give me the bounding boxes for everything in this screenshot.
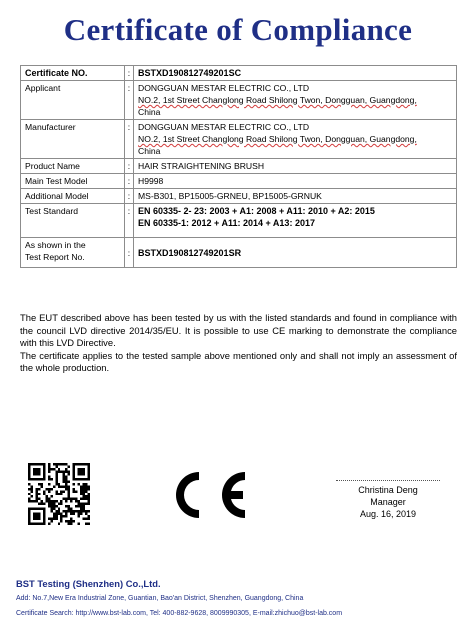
certificate-no-label: Certificate NO. bbox=[21, 66, 125, 81]
table-row bbox=[21, 189, 457, 204]
statement-paragraph: The certificate applies to the tested sample above mentioned only and shall not imply an assessment of the whole production. bbox=[20, 349, 457, 374]
signatory-name: Christina Deng bbox=[358, 485, 418, 495]
qr-code-icon bbox=[28, 463, 90, 525]
report-no-label-line: Test Report No. bbox=[25, 252, 85, 262]
manufacturer-label: Manufacturer bbox=[21, 120, 125, 159]
colon: : bbox=[125, 81, 134, 120]
table-row bbox=[21, 120, 457, 159]
main-test-model-value: H9998 bbox=[134, 174, 457, 189]
manufacturer-line: DONGGUAN MESTAR ELECTRIC CO., LTD bbox=[138, 122, 310, 132]
footer-search-line: Certificate Search: http://www.bst-lab.com, Tel: 400-882-9628, 8009990305, E-mail:zhichuo@bst-lab.com bbox=[16, 610, 343, 617]
footer-company: BST Testing (Shenzhen) Co.,Ltd. bbox=[16, 578, 161, 589]
main-test-model-label: Main Test Model bbox=[21, 174, 125, 189]
colon: : bbox=[125, 120, 134, 159]
signature-line bbox=[336, 480, 440, 481]
signature-block bbox=[336, 480, 440, 520]
colon: : bbox=[125, 66, 134, 81]
test-standard-line: EN 60335-1: 2012 + A11: 2014 + A13: 2017 bbox=[138, 218, 315, 228]
table-row bbox=[21, 238, 457, 268]
certificate-info-table bbox=[20, 65, 457, 268]
manufacturer-line: NO.2, 1st Street Changlong Road Shilong Twon, Dongguan, Guangdong, bbox=[138, 134, 417, 144]
signature-date: Aug. 16, 2019 bbox=[359, 509, 417, 519]
applicant-line: NO.2, 1st Street Changlong Road Shilong Twon, Dongguan, Guangdong, bbox=[138, 95, 417, 105]
colon: : bbox=[125, 174, 134, 189]
compliance-statement bbox=[20, 312, 457, 375]
test-standard-line: EN 60335- 2- 23: 2003 + A1: 2008 + A11: 2010 + A2: 2015 bbox=[138, 206, 375, 216]
applicant-label: Applicant bbox=[21, 81, 125, 120]
table-row bbox=[21, 159, 457, 174]
applicant-value bbox=[134, 81, 457, 120]
table-row bbox=[21, 204, 457, 238]
table-row bbox=[21, 174, 457, 189]
manufacturer-value bbox=[134, 120, 457, 159]
applicant-line: China bbox=[138, 107, 161, 117]
test-standard-value bbox=[134, 204, 457, 238]
test-standard-label: Test Standard bbox=[21, 204, 125, 238]
page-title: Certificate of Compliance bbox=[63, 12, 413, 47]
signatory-title: Manager bbox=[370, 497, 406, 507]
footer-address: Add: No.7,New Era Industrial Zone, Guantian, Bao'an District, Shenzhen, Guangdong, China bbox=[16, 595, 304, 602]
report-no-value: BSTXD190812749201SR bbox=[134, 238, 457, 268]
report-no-label-line: As shown in the bbox=[25, 240, 86, 250]
product-name-label: Product Name bbox=[21, 159, 125, 174]
product-name-value: HAIR STRAIGHTENING BRUSH bbox=[134, 159, 457, 174]
colon: : bbox=[125, 159, 134, 174]
applicant-line: DONGGUAN MESTAR ELECTRIC CO., LTD bbox=[138, 83, 310, 93]
statement-paragraph: The EUT described above has been tested by us with the listed standards and found in compliance with the council LVD directive 2014/35/EU. It is possible to use CE marking to demonstrate the compliance with this LVD Directive. bbox=[20, 312, 457, 349]
colon: : bbox=[125, 238, 134, 268]
additional-model-value: MS-B301, BP15005-GRNEU, BP15005-GRNUK bbox=[134, 189, 457, 204]
colon: : bbox=[125, 189, 134, 204]
manufacturer-line: China bbox=[138, 146, 161, 156]
certificate-no-value: BSTXD190812749201SC bbox=[134, 66, 457, 81]
table-row bbox=[21, 66, 457, 81]
additional-model-label: Additional Model bbox=[21, 189, 125, 204]
ce-mark bbox=[163, 467, 249, 523]
table-row bbox=[21, 81, 457, 120]
colon: : bbox=[125, 204, 134, 238]
report-no-label bbox=[21, 238, 125, 268]
